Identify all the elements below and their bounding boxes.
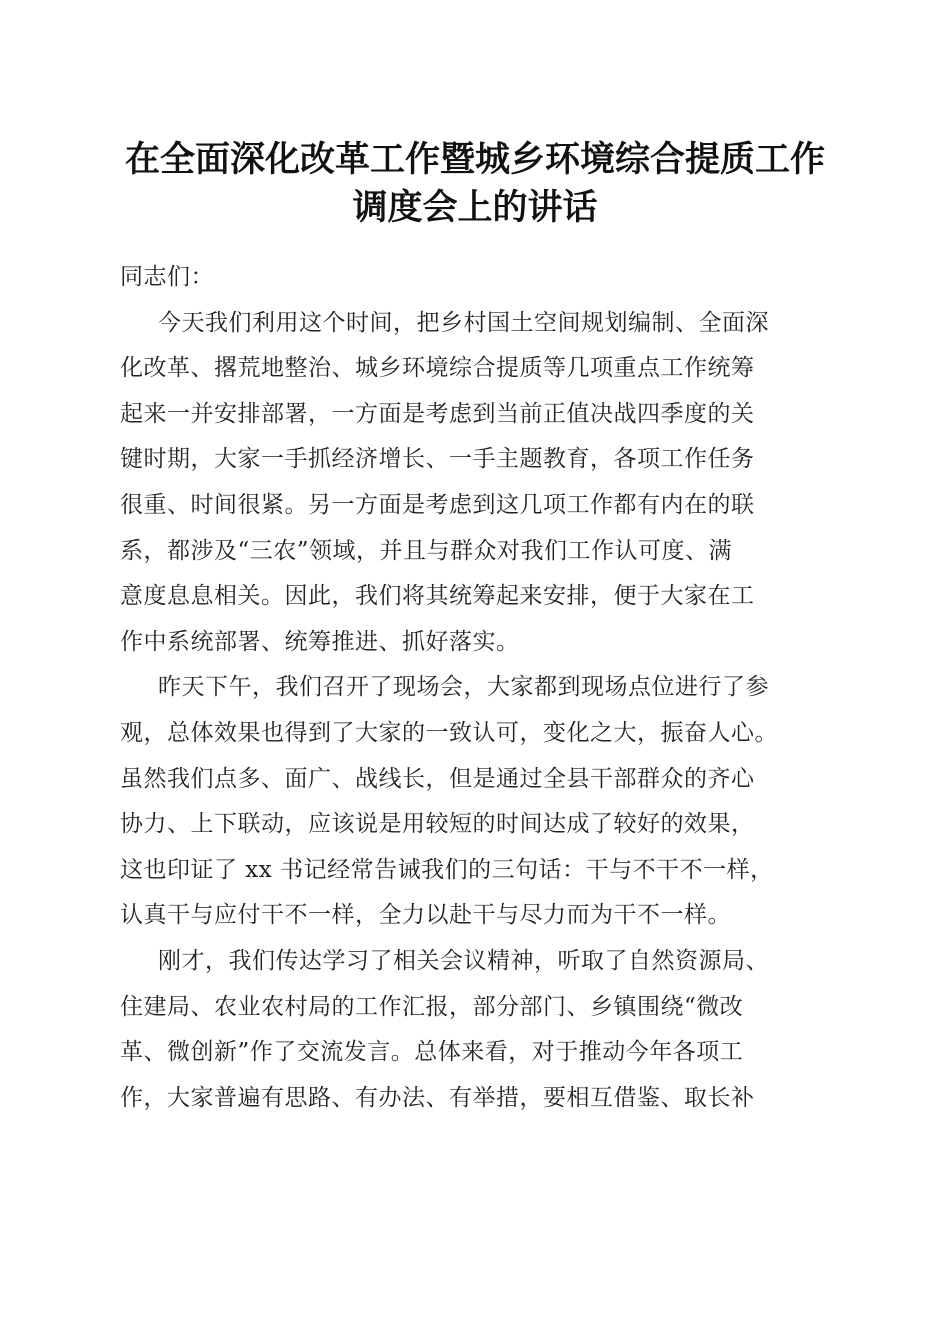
paragraph-line: 作，大家普遍有思路、有办法、有举措，要相互借鉴、取长补: [120, 1084, 755, 1111]
paragraph-line: 系，都涉及“三农”领域，并且与群众对我们工作认可度、满: [120, 537, 733, 564]
paragraph-line: 键时期，大家一手抓经济增长、一手主题教育，各项工作任务: [120, 446, 755, 473]
document-title-line-1: 在全面深化改革工作暨城乡环境综合提质工作: [124, 139, 825, 180]
document-title-line-2: 调度会上的讲话: [352, 187, 598, 228]
paragraph-line: 今天我们利用这个时间，把乡村国土空间规划编制、全面深: [158, 309, 769, 336]
paragraph-line: 意度息息相关。因此，我们将其统筹起来安排，便于大家在工: [120, 583, 755, 610]
paragraph-line: 这也印证了 xx 书记经常告诫我们的三句话：干与不干不一样，: [120, 856, 774, 883]
paragraph-line: 协力、上下联动，应该说是用较短的时间达成了较好的效果，: [120, 811, 755, 838]
paragraph-1: [120, 301, 840, 666]
paragraph-2: [120, 665, 840, 939]
paragraph-3: [120, 939, 840, 1121]
paragraph-line: 起来一并安排部署，一方面是考虑到当前正值决战四季度的关: [120, 400, 755, 427]
salutation: 同志们：: [120, 264, 214, 290]
paragraph-line: 虽然我们点多、面广、战线长，但是通过全县干部群众的齐心: [120, 765, 755, 792]
paragraph-line: 认真干与应付干不一样，全力以赴干与尽力而为干不一样。: [120, 902, 731, 929]
paragraph-line: 观，总体效果也得到了大家的一致认可，变化之大，振奋人心。: [120, 719, 778, 746]
paragraph-line: 住建局、农业农村局的工作汇报，部分部门、乡镇围绕“微改: [120, 993, 744, 1020]
paragraph-line: 很重、时间很紧。另一方面是考虑到这几项工作都有内在的联: [120, 491, 755, 518]
document-body: [120, 255, 840, 1121]
paragraph-line: 刚才，我们传达学习了相关会议精神，听取了自然资源局、: [158, 947, 769, 974]
paragraph-line: 化改革、撂荒地整治、城乡环境综合提质等几项重点工作统筹: [120, 355, 755, 382]
paragraph-line: 昨天下午，我们召开了现场会，大家都到现场点位进行了参: [158, 674, 769, 701]
paragraph-line: 作中系统部署、统筹推进、抓好落实。: [120, 628, 520, 655]
paragraph-line: 革、微创新”作了交流发言。总体来看，对于推动今年各项工: [120, 1039, 744, 1066]
